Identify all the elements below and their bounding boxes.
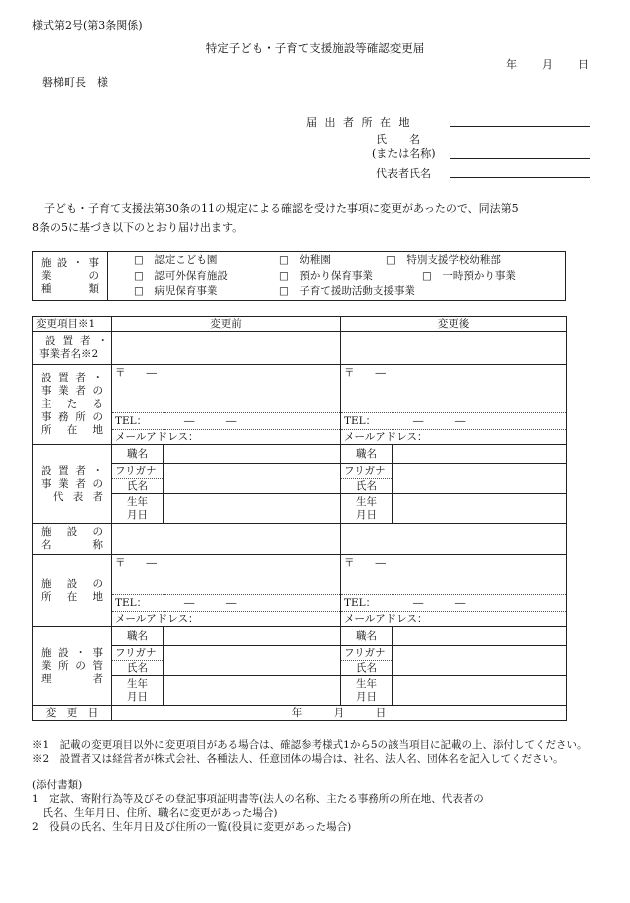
rep-birth-before[interactable] (164, 494, 341, 524)
mgr-title-label-after: 職名 (341, 627, 393, 646)
option-tokubetsu-shien[interactable]: □ 特別支援学校幼稚部 (386, 254, 501, 266)
setter-address-before[interactable]: 〒 ― (112, 365, 341, 413)
option-ninkagai-hoiku[interactable]: □ 認可外保育施設 (134, 270, 228, 282)
setter-mail-after[interactable]: メールアドレス： (341, 430, 567, 445)
header-before: 変更前 (112, 317, 341, 332)
facility-tel-before[interactable]: TEL： ― ― (112, 595, 341, 612)
setter-mail-before[interactable]: メールアドレス： (112, 430, 341, 445)
option-byouji-hoiku[interactable]: □ 病児保育事業 (134, 285, 218, 297)
option-azukari-hoiku[interactable]: □ 預かり保育事業 (279, 270, 373, 282)
row-label-setter-address: 設置者・ 事業者の 主たる 事務所の 所在地 (33, 365, 112, 445)
rep-title-before[interactable] (164, 445, 341, 464)
rep-name-label-after: 氏名 (341, 479, 393, 494)
row-label-change-date: 変 更 日 (33, 706, 112, 721)
addressee: 磐梯町長 様 (42, 76, 108, 89)
mgr-name-after[interactable] (393, 646, 567, 676)
checkbox-icon[interactable]: □ (279, 285, 289, 297)
attachment-1: 1 定款、寄附行為等及びその登記事項証明書等(法人の名称、主たる事務所の所在地、代表者の (32, 793, 484, 805)
attachments-title: (添付書類) (32, 779, 83, 791)
facility-type-options (108, 252, 566, 301)
option-kosodate-enjo[interactable]: □ 子育て援助活動支援事業 (279, 285, 415, 297)
note-2: ※2 設置者又は経営者が株式会社、各種法人、任意団体の場合は、社名、法人名、団体名を記入してください。 (32, 753, 564, 765)
option-youchien[interactable]: □ 幼稚園 (279, 254, 331, 266)
checkbox-icon[interactable]: □ (279, 254, 289, 266)
mgr-name-label-before: 氏名 (112, 661, 164, 676)
rep-title-label-after: 職名 (341, 445, 393, 464)
checkbox-icon[interactable]: □ (134, 270, 144, 282)
representative-label: 代表者氏名 (376, 167, 431, 180)
applicant-address-label: 届 出 者 所 在 地 (306, 116, 412, 129)
rep-name-label-before: 氏名 (112, 479, 164, 494)
facility-type-table (32, 251, 566, 301)
facility-address-after[interactable]: 〒 ― (341, 555, 567, 595)
mgr-title-label-before: 職名 (112, 627, 164, 646)
row-label-setter-name: 設置者・ 事業者名※2 (33, 332, 112, 365)
representative-field[interactable] (450, 177, 590, 178)
facility-address-before[interactable]: 〒 ― (112, 555, 341, 595)
row-label-facility-name: 施設の 名称 (33, 524, 112, 555)
rep-title-after[interactable] (393, 445, 567, 464)
attachment-1-cont: 氏名、生年月日、住所、職名に変更があった場合) (32, 807, 278, 819)
applicant-name-label: 氏 名 (376, 133, 420, 146)
facility-name-before[interactable] (112, 524, 341, 555)
rep-birth-after[interactable] (393, 494, 567, 524)
mgr-birth-label-before: 生年 月日 (112, 676, 164, 706)
row-label-representative: 設置者・ 事業者の 代表者 (33, 445, 112, 524)
form-number: 様式第2号(第3条関係) (32, 19, 143, 32)
checkbox-icon[interactable]: □ (134, 285, 144, 297)
option-ichiji-azukari[interactable]: □ 一時預かり事業 (422, 270, 516, 282)
body-text-line1: 子ども・子育て支援法第30条の11の規定による確認を受けた事項に変更があったので、同法第5 (44, 202, 519, 215)
row-label-manager: 施設・事 業所の管 理者 (33, 627, 112, 706)
applicant-name-sub-label: (または名称) (372, 147, 436, 160)
mgr-kana-label-before: フリガナ (112, 646, 164, 661)
mgr-title-before[interactable] (164, 627, 341, 646)
applicant-address-field[interactable] (450, 126, 590, 127)
rep-birth-label-after: 生年 月日 (341, 494, 393, 524)
option-nintei-kodomoen[interactable]: □ 認定こども園 (134, 254, 218, 266)
facility-name-after[interactable] (341, 524, 567, 555)
mgr-birth-after[interactable] (393, 676, 567, 706)
setter-name-after[interactable] (341, 332, 567, 365)
header-item: 変更項目※1 (33, 317, 112, 332)
checkbox-icon[interactable]: □ (422, 270, 432, 282)
body-text-line2: 8条の5に基づき以下のとおり届け出ます。 (32, 221, 244, 234)
facility-mail-after[interactable]: メールアドレス： (341, 612, 567, 627)
mgr-birth-label-after: 生年 月日 (341, 676, 393, 706)
setter-name-before[interactable] (112, 332, 341, 365)
mgr-birth-before[interactable] (164, 676, 341, 706)
setter-tel-after[interactable]: TEL： ― ― (341, 413, 567, 430)
rep-kana-label-after: フリガナ (341, 464, 393, 479)
checkbox-icon[interactable]: □ (279, 270, 289, 282)
date-day: 日 (578, 58, 589, 71)
mgr-title-after[interactable] (393, 627, 567, 646)
attachment-2: 2 役員の氏名、生年月日及び住所の一覧(役員に変更があった場合) (32, 821, 352, 833)
checkbox-icon[interactable]: □ (386, 254, 396, 266)
mgr-name-before[interactable] (164, 646, 341, 676)
facility-tel-after[interactable]: TEL： ― ― (341, 595, 567, 612)
rep-birth-label-before: 生年 月日 (112, 494, 164, 524)
facility-type-label: 施設・事 業 の 種 類 (33, 252, 108, 301)
change-date-field[interactable]: 年 月 日 (112, 706, 567, 721)
row-label-facility-address: 施設の 所在地 (33, 555, 112, 627)
rep-kana-label-before: フリガナ (112, 464, 164, 479)
facility-mail-before[interactable]: メールアドレス： (112, 612, 341, 627)
page-title: 特定子ども・子育て支援施設等確認変更届 (205, 41, 425, 55)
header-after: 変更後 (341, 317, 567, 332)
setter-address-after[interactable]: 〒 ― (341, 365, 567, 413)
checkbox-icon[interactable]: □ (134, 254, 144, 266)
rep-name-after[interactable] (393, 464, 567, 494)
change-table (32, 316, 567, 721)
mgr-kana-label-after: フリガナ (341, 646, 393, 661)
applicant-name-field[interactable] (450, 158, 590, 159)
setter-tel-before[interactable]: TEL： ― ― (112, 413, 341, 430)
date-month: 月 (542, 58, 553, 71)
mgr-name-label-after: 氏名 (341, 661, 393, 676)
rep-name-before[interactable] (164, 464, 341, 494)
rep-title-label-before: 職名 (112, 445, 164, 464)
date-year: 年 (506, 58, 517, 71)
note-1: ※1 記載の変更項目以外に変更項目がある場合は、確認参考様式1から5の該当項目に記載の上、添付してください。 (32, 739, 588, 751)
